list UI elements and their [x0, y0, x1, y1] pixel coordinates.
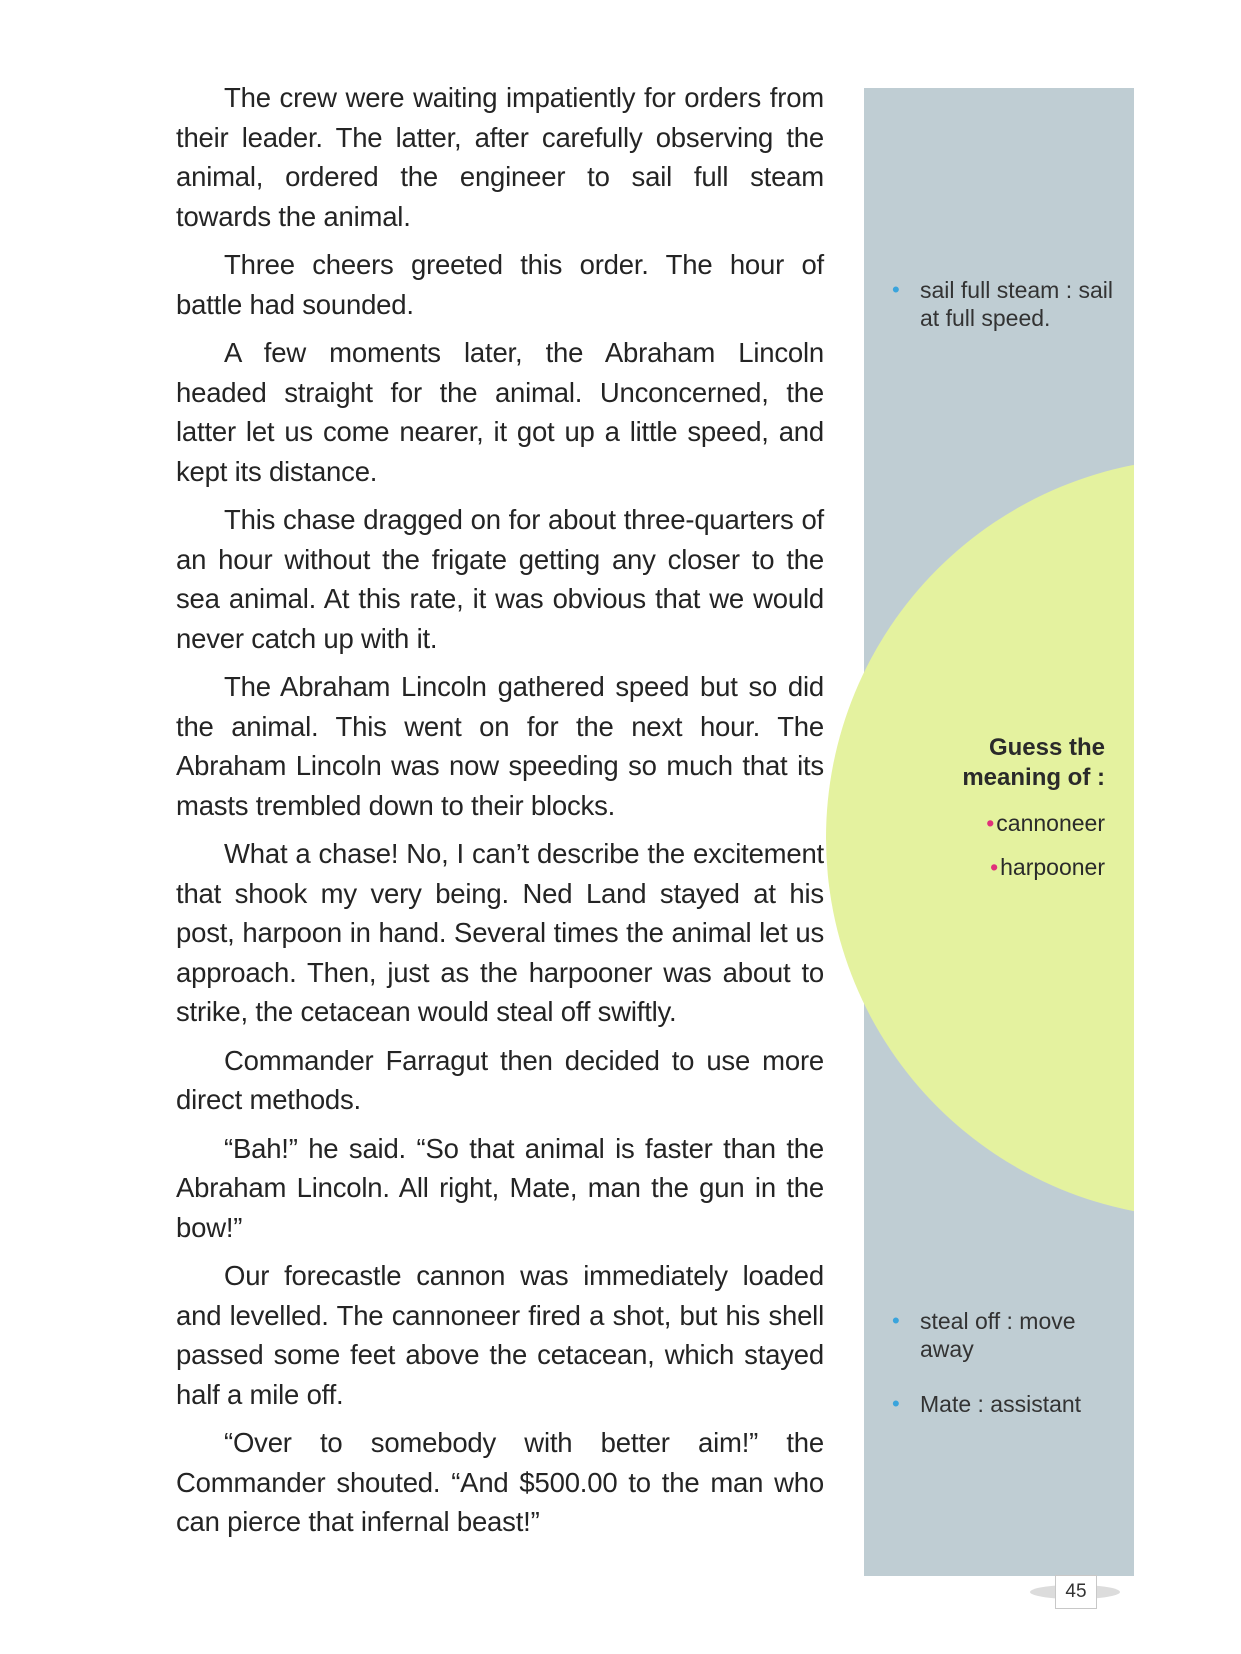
- paragraph: Commander Farragut then decided to use more direct methods.: [176, 1044, 824, 1115]
- paragraph: The crew were waiting impatiently for orders from their leader. The latter, after carefully observing the animal, ordered the engineer to sail full steam towards the animal.: [176, 82, 824, 232]
- glossary-item-sail-full-steam: [892, 276, 1122, 332]
- paragraph: Our forecastle cannon was immediately loaded and levelled. The cannoneer fired a shot, but his shell passed some feet above the cetacean, which stayed half a mile off.: [176, 1260, 824, 1410]
- guess-word: harpooner: [1000, 854, 1105, 880]
- bullet-icon: •: [892, 1308, 900, 1333]
- bullet-icon: •: [892, 1391, 900, 1416]
- paragraph: A few moments later, the Abraham Lincoln headed straight for the animal. Unconcerned, the latter let us come nearer, it got up a little speed, and kept its distance.: [176, 337, 824, 487]
- guess-item-cannoneer: [920, 809, 1105, 837]
- guess-word: cannoneer: [996, 810, 1105, 836]
- paragraph: “Over to somebody with better aim!” the Commander shouted. “And $500.00 to the man who can pierce that infernal beast!”: [176, 1427, 824, 1537]
- guess-the-meaning-box: [920, 733, 1105, 881]
- glossary-item-mate: [892, 1390, 1122, 1418]
- paragraph: “Bah!” he said. “So that animal is faster than the Abraham Lincoln. All right, Mate, man the gun in the bow!”: [176, 1132, 824, 1243]
- glossary-text: steal off : move away: [920, 1308, 1076, 1362]
- paragraph: What a chase! No, I can’t describe the excitement that shook my very being. Ned Land stayed at his post, harpoon in hand. Several times the animal let us approach. Then, just as the harpooner was about to strike, the cetacean would steal off swiftly.: [176, 838, 824, 1027]
- guess-item-harpooner: [920, 853, 1105, 881]
- bullet-icon: •: [990, 854, 999, 880]
- glossary-text: sail full steam : sail at full speed.: [920, 277, 1114, 331]
- guess-title: Guess the meaning of :: [962, 734, 1105, 791]
- bullet-icon: •: [986, 810, 995, 836]
- paragraph: This chase dragged on for about three-quarters of an hour without the frigate getting any closer to the sea animal. At this rate, it was obvious that we would never catch up with it.: [176, 504, 824, 654]
- page-number: 45: [1055, 1575, 1097, 1609]
- paragraph: Three cheers greeted this order. The hour of battle had sounded.: [176, 249, 824, 320]
- bullet-icon: •: [892, 277, 900, 302]
- page-number-area: [1030, 1575, 1120, 1607]
- glossary-text: Mate : assistant: [920, 1391, 1082, 1417]
- paragraph: The Abraham Lincoln gathered speed but so did the animal. This went on for the next hour. The Abraham Lincoln was now speeding so much that its masts trembled down to their blocks.: [176, 671, 824, 821]
- glossary-item-steal-off: [892, 1307, 1102, 1363]
